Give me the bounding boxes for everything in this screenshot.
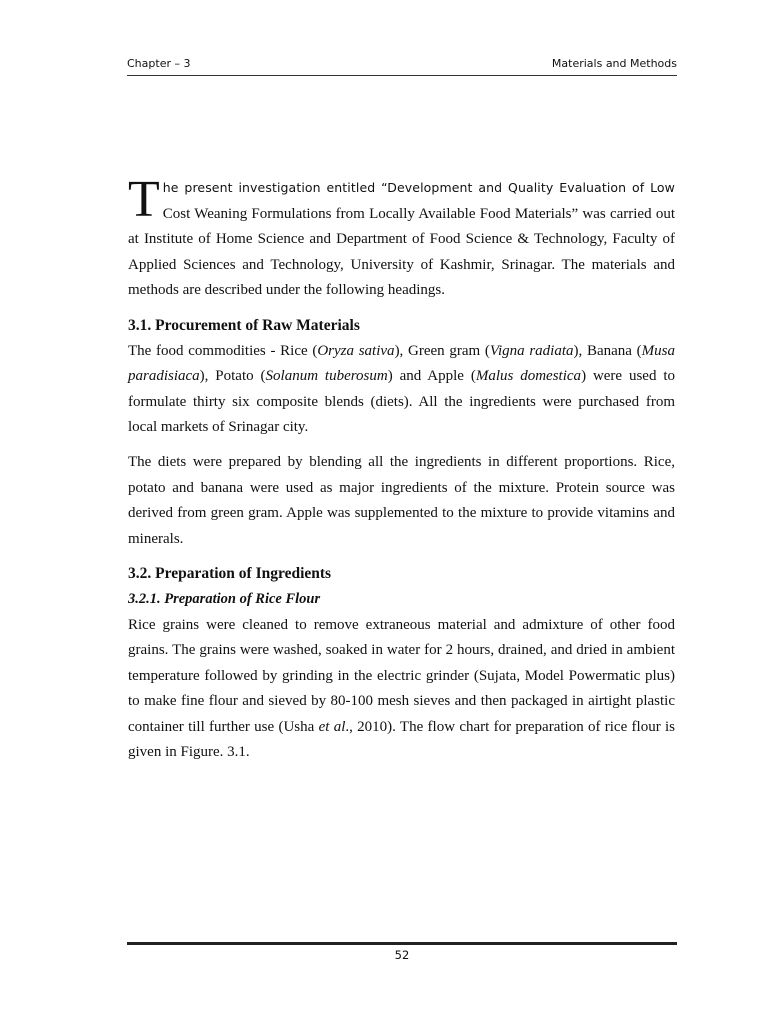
paragraph-diet-preparation: The diets were prepared by blending all the ingredients in different proportions. Rice, potato and banana were used as major ingredients of the mixture. Protein source was derived from green gram. Apple was supplemented to the mixture to provide vitamins and minerals. <box>128 453 675 547</box>
species-name: Malus domestica <box>475 368 582 385</box>
text-run: ), Banana ( <box>573 342 642 359</box>
section-heading-3-1: 3.1. Procurement of Raw Materials <box>128 316 360 334</box>
intro-lead-text: he present investigation entitled “Development and Quality Evaluation of Low <box>162 180 675 195</box>
section-heading-3-2: 3.2. Preparation of Ingredients <box>128 565 332 583</box>
running-header <box>127 57 677 73</box>
text-run: The food commodities - Rice ( <box>128 342 318 359</box>
intro-paragraph <box>128 171 675 304</box>
text-run: ), Potato ( <box>199 368 266 385</box>
text-run: Rice grains were cleaned to remove extraneous material and admixture of other food grains. The grains were washed, soaked in water for 2 hours, drained, and dried in ambient temperature followed by grinding in the electric grinder (Sujata, Model Powermatic plus) to make fine flour and sieved by 80-100 mesh sieves and then packaged in airtight plastic container till further use (Usha <box>128 616 675 735</box>
footer-rule <box>127 942 677 945</box>
species-name: Vigna radiata <box>489 342 574 359</box>
subsection-heading-3-2-1: 3.2.1. Preparation of Rice Flour <box>128 590 321 607</box>
page-number: 52 <box>394 948 410 962</box>
header-section-title: Materials and Methods <box>551 57 677 70</box>
species-name: Solanum tuberosum <box>265 368 388 385</box>
species-name: Oryza sativa <box>317 342 395 359</box>
drop-cap: T <box>128 171 160 228</box>
header-rule <box>127 75 677 76</box>
species-name: Musa paradisiaca <box>128 342 675 385</box>
paragraph-raw-materials <box>128 339 675 441</box>
citation-etal: et al <box>318 718 346 735</box>
document-body <box>128 171 676 775</box>
text-run: ) and Apple ( <box>387 368 476 385</box>
text-run: ) were used to formulate thirty six composite blends (diets). All the ingredients were purchased from local markets of Srinagar city. <box>128 368 676 436</box>
paragraph-rice-flour <box>128 613 675 767</box>
header-chapter: Chapter – 3 <box>127 57 191 70</box>
text-run: ., 2010). The flow chart for preparation of rice flour is given in Figure. 3.1. <box>128 718 675 761</box>
intro-text: Cost Weaning Formulations from Locally Available Food Materials” was carried out at Institute of Home Science and Department of Food Science & Technology, Faculty of Applied Sciences and Technology, University of Kashmir, Srinagar. The materials and methods are described under the following headings. <box>128 205 675 299</box>
text-run: ), Green gram ( <box>394 342 490 359</box>
